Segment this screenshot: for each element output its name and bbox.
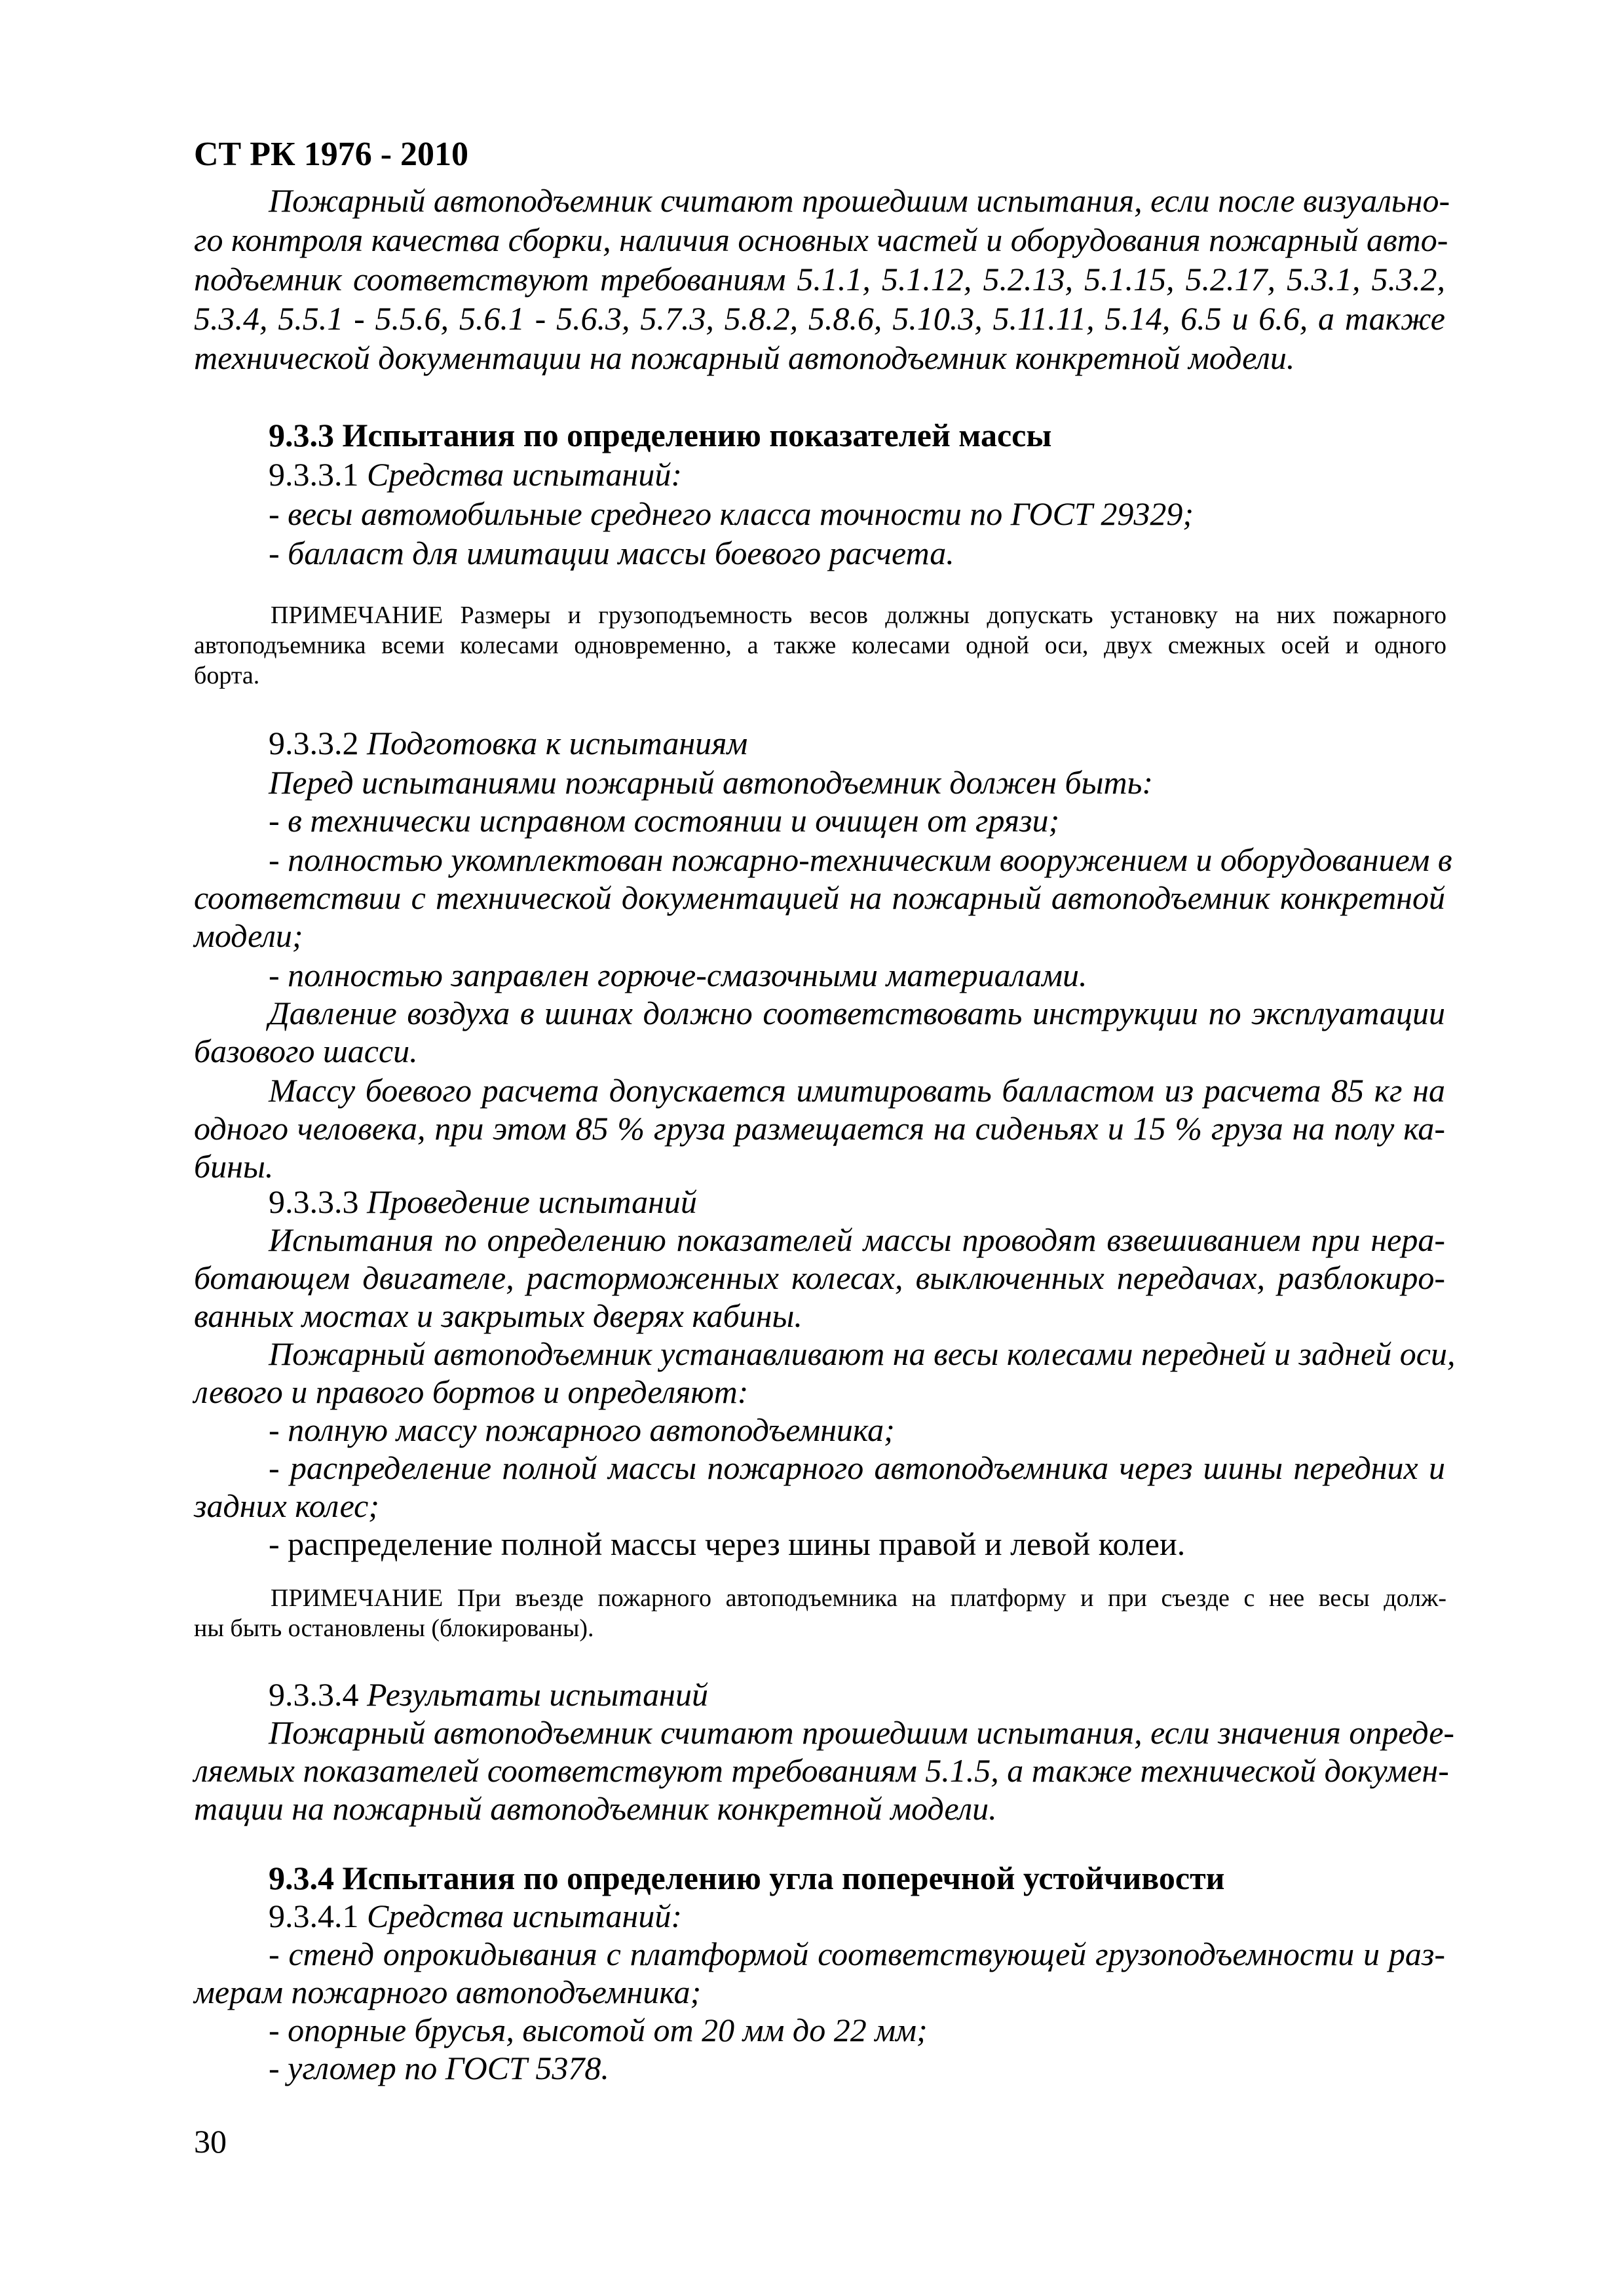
list-item: - опорные брусья, высотой от 20 мм до 22 мм; — [269, 2012, 928, 2048]
paragraph-line: задних колес; — [194, 1487, 379, 1524]
list-item: - стенд опрокидывания с платформой соответствующей грузоподъемности и раз- — [269, 1936, 1445, 1972]
paragraph-line: 5.3.4, 5.5.1 - 5.5.6, 5.6.1 - 5.6.3, 5.7.3, 5.8.2, 5.8.6, 5.10.3, 5.11.11, 5.14, 6.5 и 6.6, а также — [194, 300, 1445, 337]
list-item: - балласт для имитации массы боевого расчета. — [269, 535, 954, 571]
list-item: - полную массу пожарного автоподъемника; — [269, 1411, 895, 1448]
subsection-label: Результаты испытаний — [367, 1676, 708, 1713]
note-line: борта. — [194, 662, 260, 689]
subsection-label: Проведение испытаний — [367, 1183, 697, 1220]
paragraph-line: Пожарный автоподъемник считают прошедшим испытания, если после визуально- — [269, 182, 1450, 219]
subsection-label: Средства испытаний: — [367, 456, 682, 493]
paragraph-line: технической документации на пожарный автоподъемник конкретной модели. — [194, 339, 1295, 376]
subsection-number: 9.3.3.3 — [269, 1183, 359, 1220]
paragraph-line: Пожарный автоподъемник считают прошедшим испытания, если значения опреде- — [269, 1714, 1455, 1751]
page-number: 30 — [194, 2123, 227, 2160]
paragraph-line: ванных мостах и закрытых дверях кабины. — [194, 1297, 803, 1334]
list-item: - полностью укомплектован пожарно-техническим вооружением и оборудованием в — [269, 841, 1452, 878]
document-code-header: СТ РК 1976 - 2010 — [194, 136, 469, 173]
subsection-number: 9.3.4.1 — [269, 1898, 359, 1934]
subsection-number: 9.3.3.2 — [269, 725, 359, 761]
paragraph-line: одного человека, при этом 85 % груза размещается на сиденьях и 15 % груза на полу ка- — [194, 1110, 1445, 1147]
section-heading: 9.3.4 Испытания по определению угла поперечной устойчивости — [269, 1860, 1225, 1896]
list-item: - угломер по ГОСТ 5378. — [269, 2050, 609, 2086]
list-item: - весы автомобильные среднего класса точности по ГОСТ 29329; — [269, 495, 1194, 532]
paragraph-line: подъемник соответствуют требованиям 5.1.1, 5.1.12, 5.2.13, 5.1.15, 5.2.17, 5.3.1, 5.3.2, — [194, 261, 1445, 297]
paragraph-line: левого и правого бортов и определяют: — [194, 1373, 749, 1410]
subsection-title — [269, 1675, 1624, 1714]
paragraph-line: ляемых показателей соответствуют требованиям 5.1.5, а также технической докумен- — [194, 1752, 1449, 1789]
list-item: - полностью заправлен горюче-смазочными материалами. — [269, 957, 1087, 993]
paragraph-line: бины. — [194, 1148, 274, 1185]
subsection-title — [269, 1896, 1624, 1936]
note-line: автоподъемника всеми колесами одновременно, а также колесами одной оси, двух смежных осей и одного — [194, 632, 1446, 659]
list-item: - распределение полной массы пожарного автоподъемника через шины передних и — [269, 1449, 1445, 1486]
paragraph-line: мерам пожарного автоподъемника; — [194, 1974, 702, 2010]
subsection-title — [269, 455, 1624, 494]
paragraph-line: Перед испытаниями пожарный автоподъемник должен быть: — [269, 764, 1154, 801]
paragraph-line: соответствии с технической документацией на пожарный автоподъемник конкретной — [194, 879, 1445, 916]
paragraph-line: Пожарный автоподъемник устанавливают на весы колесами передней и задней оси, — [269, 1335, 1456, 1372]
note-line: ПРИМЕЧАНИЕ При въезде пожарного автоподъемника на платформу и при съезде с нее весы долж- — [271, 1584, 1446, 1612]
subsection-title — [269, 723, 1624, 763]
paragraph-line: базового шасси. — [194, 1033, 418, 1069]
subsection-label: Подготовка к испытаниям — [367, 725, 748, 761]
note-line: ПРИМЕЧАНИЕ Размеры и грузоподъемность весов должны допускать установку на них пожарного — [271, 602, 1446, 629]
paragraph-line: го контроля качества сборки, наличия основных частей и оборудования пожарный авто- — [194, 221, 1448, 258]
note-line: ны быть остановлены (блокированы). — [194, 1615, 594, 1642]
list-item: - распределение полной массы через шины правой и левой колеи. — [269, 1525, 1186, 1562]
subsection-number: 9.3.3.1 — [269, 456, 359, 493]
subsection-number: 9.3.3.4 — [269, 1676, 359, 1713]
paragraph-line: Массу боевого расчета допускается имитировать балластом из расчета 85 кг на — [269, 1072, 1445, 1109]
paragraph-line: ботающем двигателе, расторможенных колесах, выключенных передачах, разблокиро- — [194, 1259, 1445, 1296]
paragraph-line: тации на пожарный автоподъемник конкретной модели. — [194, 1790, 997, 1827]
paragraph-line: Испытания по определению показателей массы проводят взвешиванием при нера- — [269, 1221, 1445, 1258]
list-item: - в технически исправном состоянии и очищен от грязи; — [269, 802, 1060, 839]
subsection-label: Средства испытаний: — [367, 1898, 682, 1934]
subsection-title — [269, 1182, 1624, 1221]
paragraph-line: Давление воздуха в шинах должно соответствовать инструкции по эксплуатации — [269, 995, 1445, 1031]
paragraph-line: модели; — [194, 917, 303, 954]
section-heading: 9.3.3 Испытания по определению показателей массы — [269, 417, 1052, 453]
